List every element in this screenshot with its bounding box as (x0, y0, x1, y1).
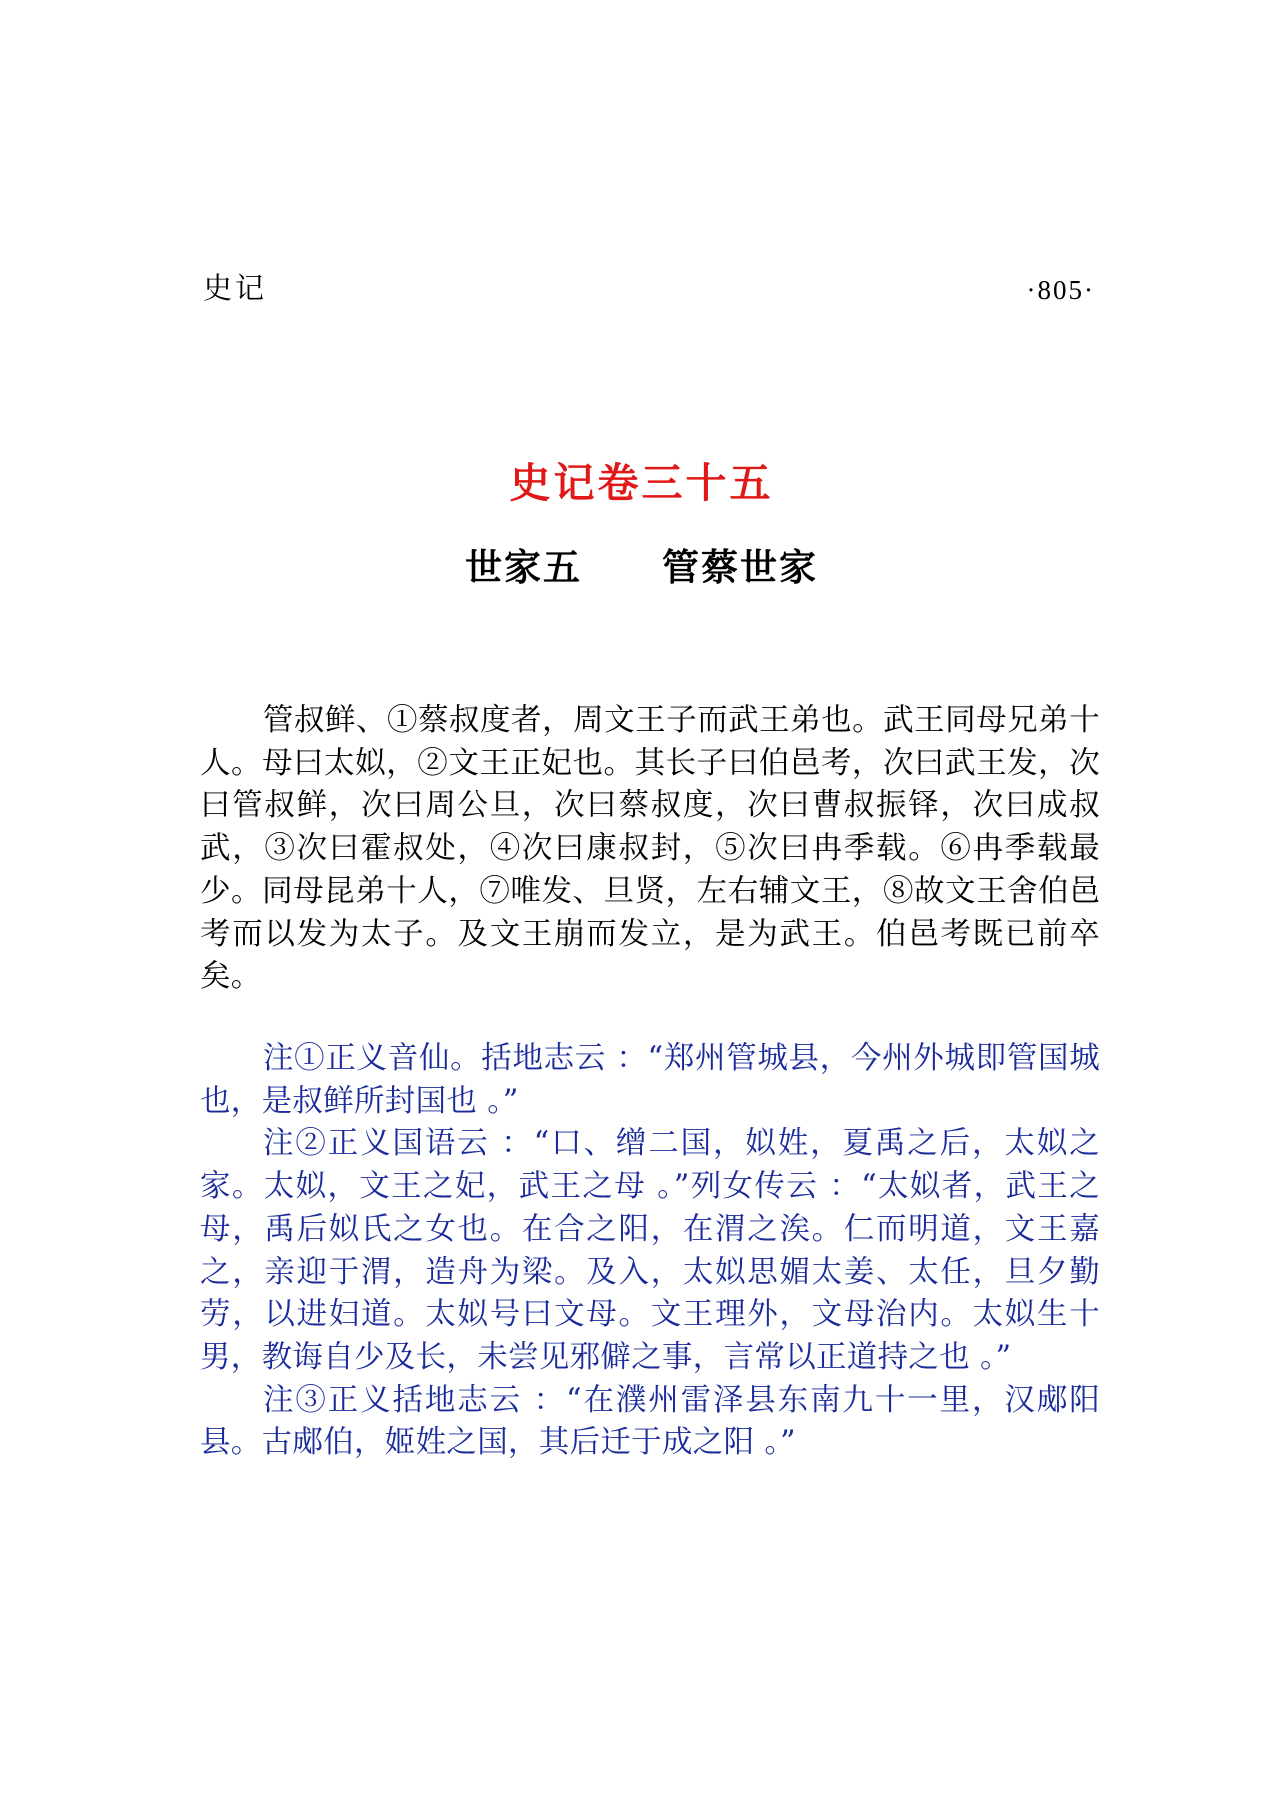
volume-title: 史记卷三十五 (509, 459, 774, 507)
page-number: ·805· (1026, 275, 1095, 305)
note-2: 注②正义国语云 ：“口、缯二国，姒姓，夏禹之后，太姒之家。太姒，文王之妃，武王之母 。”列女传云 ：“太姒者，武王之母，禹后姒氏之女也。在合之阳，在渭之涘。仁而明道，文王嘉之，亲迎于渭，造舟为梁。及入，太姒思媚太姜、太任，旦夕勤劳，以进妇道。太姒号曰文母。文王理外，文母治内。太姒生十男，教诲自少及长，未尝见邪僻之事，言常以正道持之也 。” (200, 1126, 1100, 1375)
book-title-header: 史记 (203, 271, 268, 305)
annotation-notes (200, 1038, 1100, 1465)
note-3: 注③正义括地志云 ：“在濮州雷泽县东南九十一里，汉郕阳县。古郕伯，姬姓之国，其后迁于成之阳 。” (200, 1382, 1100, 1461)
main-text-paragraph: 管叔鲜、①蔡叔度者，周文王子而武王弟也。武王同母兄弟十人。母曰太姒，②文王正妃也。其长子曰伯邑考，次曰武王发，次曰管叔鲜，次曰周公旦，次曰蔡叔度，次曰曹叔振铎，次曰成叔武，③次曰霍叔处，④次曰康叔封，⑤次曰冉季载。⑥冉季载最少。同母昆弟十人，⑦唯发、旦贤，左右辅文王，⑧故文王舍伯邑考而以发为太子。及文王崩而发立，是为武王。伯邑考既已前卒矣。 (200, 703, 1100, 995)
note-1: 注①正义音仙。括地志云 ：“郑州管城县，今州外城即管国城也，是叔鲜所封国也 。” (200, 1041, 1100, 1119)
section-label: 世家五 (465, 546, 582, 589)
chapter-subtitle (0, 540, 1283, 596)
chapter-label: 管蔡世家 (662, 546, 818, 589)
